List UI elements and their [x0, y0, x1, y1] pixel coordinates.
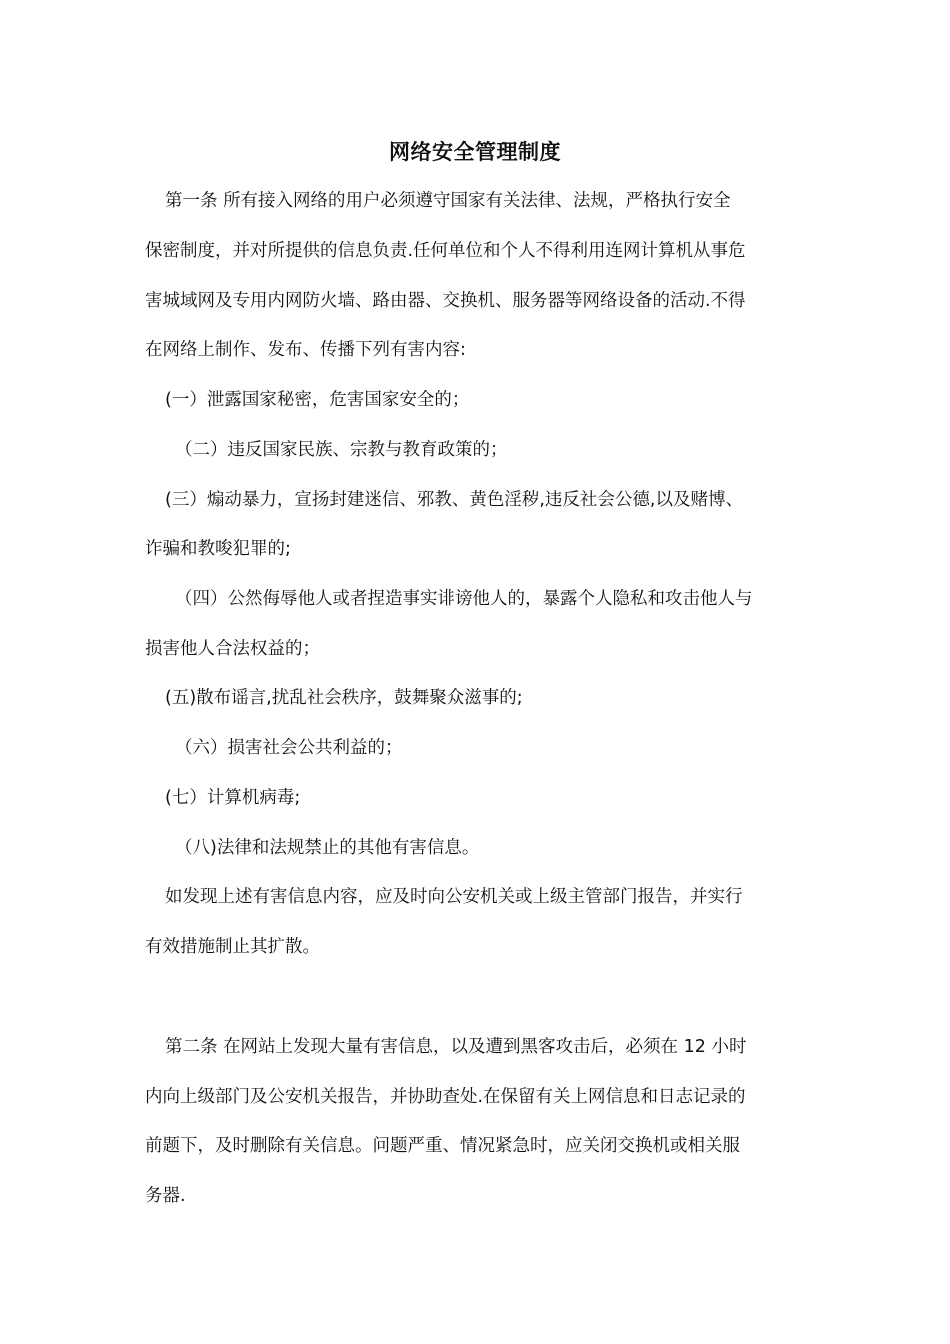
text-line: 诈骗和教唆犯罪的;	[145, 539, 291, 559]
text-line: 务器.	[145, 1186, 186, 1206]
text-line: 第一条 所有接入网络的用户必须遵守国家有关法律、法规，严格执行安全	[165, 191, 731, 211]
text-line: （四）公然侮辱他人或者捏造事实诽谤他人的，暴露个人隐私和攻击他人与	[175, 589, 753, 609]
text-line: 损害他人合法权益的；	[145, 639, 320, 659]
text-line: 内向上级部门及公安机关报告，并协助查处.在保留有关上网信息和日志记录的	[145, 1087, 746, 1107]
text-line: 保密制度，并对所提供的信息负责.任何单位和个人不得利用连网计算机从事危	[145, 241, 746, 261]
text-line: 在网络上制作、发布、传播下列有害内容:	[145, 340, 466, 360]
text-line: （二）违反国家民族、宗教与教育政策的；	[175, 440, 508, 460]
text-line: 前题下，及时删除有关信息。问题严重、情况紧急时，应关闭交换机或相关服	[145, 1136, 740, 1156]
text-line: (七）计算机病毒;	[165, 788, 301, 808]
text-line: (五)散布谣言,扰乱社会秩序，鼓舞聚众滋事的;	[165, 688, 523, 708]
text-line: 第二条 在网站上发现大量有害信息，以及遭到黑客攻击后，必须在 12 小时	[165, 1037, 747, 1057]
text-line: (一）泄露国家秘密，危害国家安全的；	[165, 390, 470, 410]
text-line: 如发现上述有害信息内容，应及时向公安机关或上级主管部门报告，并实行	[165, 887, 743, 907]
document-title: 网络安全管理制度	[389, 140, 561, 164]
text-line: (三）煽动暴力，宣扬封建迷信、邪教、黄色淫秽,违反社会公德,以及赌博、	[165, 490, 743, 510]
text-line: （六）损害社会公共利益的；	[175, 738, 403, 758]
text-line: 害城域网及专用内网防火墙、路由器、交换机、服务器等网络设备的活动.不得	[145, 291, 746, 311]
text-line: （八)法律和法规禁止的其他有害信息。	[175, 838, 480, 858]
text-line: 有效措施制止其扩散。	[145, 937, 320, 957]
